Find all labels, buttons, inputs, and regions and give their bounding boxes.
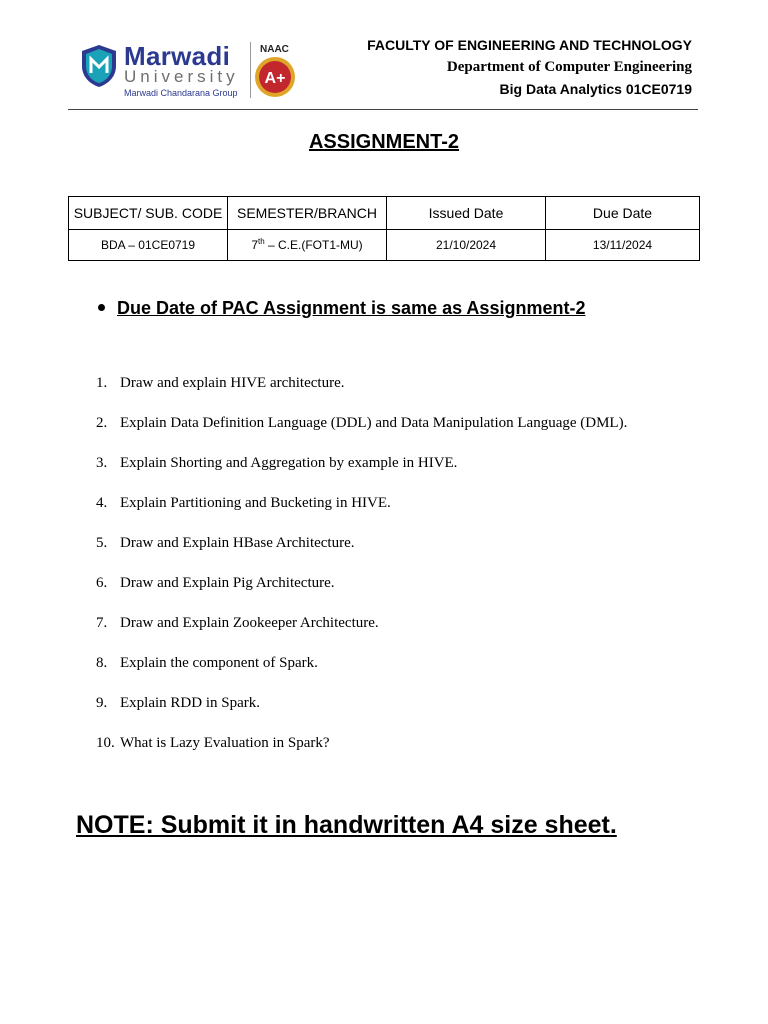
question-text: Explain RDD in Spark. <box>120 695 260 711</box>
cell-semester <box>228 230 387 261</box>
table-header-row <box>69 197 700 230</box>
question-text: Draw and Explain HBase Architecture. <box>120 535 355 551</box>
naac-seal-icon <box>254 56 296 98</box>
question-text: Draw and explain HIVE architecture. <box>120 375 345 391</box>
list-item <box>96 572 627 612</box>
header-divider <box>68 109 698 110</box>
question-number: 4. <box>96 495 108 511</box>
question-text: Draw and Explain Pig Architecture. <box>120 575 335 591</box>
question-text: Explain Partitioning and Bucketing in HIVE. <box>120 495 391 511</box>
logo-divider <box>250 42 251 98</box>
question-number: 3. <box>96 455 108 471</box>
shield-logo-icon <box>80 44 118 88</box>
question-list <box>96 372 627 772</box>
cell-due-date: 13/11/2024 <box>546 230 700 261</box>
table-header-issued: Issued Date <box>387 197 546 230</box>
naac-grade: A+ <box>264 70 286 87</box>
question-number: 6. <box>96 575 108 591</box>
question-number: 8. <box>96 655 108 671</box>
question-number: 5. <box>96 535 108 551</box>
list-item <box>96 372 627 412</box>
assignment-title: ASSIGNMENT-2 <box>308 131 460 153</box>
logo-name: Marwadi <box>124 41 231 71</box>
list-item <box>96 492 627 532</box>
list-item <box>96 692 627 732</box>
cell-issued-date: 21/10/2024 <box>387 230 546 261</box>
table-header-subject: SUBJECT/ SUB. CODE <box>69 197 228 230</box>
table-header-semester: SEMESTER/BRANCH <box>228 197 387 230</box>
semester-number: 7 <box>251 238 258 252</box>
list-item <box>96 412 627 452</box>
semester-suffix: th <box>258 237 265 246</box>
question-text: Explain Shorting and Aggregation by example in HIVE. <box>120 455 458 471</box>
cell-subject: BDA – 01CE0719 <box>69 230 228 261</box>
question-number: 1. <box>96 375 108 391</box>
department-heading: Department of Computer Engineering <box>446 59 692 75</box>
question-number: 2. <box>96 415 108 431</box>
page-title <box>0 131 768 154</box>
pac-notice <box>98 298 585 319</box>
course-heading: Big Data Analytics 01CE0719 <box>499 81 692 97</box>
assignment-info-table <box>68 196 700 261</box>
list-item <box>96 612 627 652</box>
question-number: 9. <box>96 695 108 711</box>
list-item <box>96 452 627 492</box>
question-text: Draw and Explain Zookeeper Architecture. <box>120 615 379 631</box>
question-text: Explain the component of Spark. <box>120 655 318 671</box>
question-text: Explain Data Definition Language (DDL) and Data Manipulation Language (DML). <box>120 415 628 431</box>
naac-label: NAAC <box>260 44 289 55</box>
logo-group: Marwadi Chandarana Group <box>124 88 238 98</box>
list-item <box>96 532 627 572</box>
question-text: What is Lazy Evaluation in Spark? <box>120 735 330 751</box>
question-number: 7. <box>96 615 108 631</box>
question-number: 10. <box>96 735 115 751</box>
list-item <box>96 652 627 692</box>
table-row <box>69 230 700 261</box>
faculty-heading: FACULTY OF ENGINEERING AND TECHNOLOGY <box>367 37 692 53</box>
submission-note: NOTE: Submit it in handwritten A4 size sheet. <box>76 811 617 839</box>
pac-notice-text: Due Date of PAC Assignment is same as Assignment-2 <box>117 298 586 318</box>
list-item <box>96 732 627 772</box>
logo-university: University <box>124 67 239 86</box>
table-header-due: Due Date <box>546 197 700 230</box>
semester-branch: – C.E.(FOT1-MU) <box>264 238 363 252</box>
university-logo <box>80 40 300 100</box>
bullet-icon <box>98 304 105 311</box>
